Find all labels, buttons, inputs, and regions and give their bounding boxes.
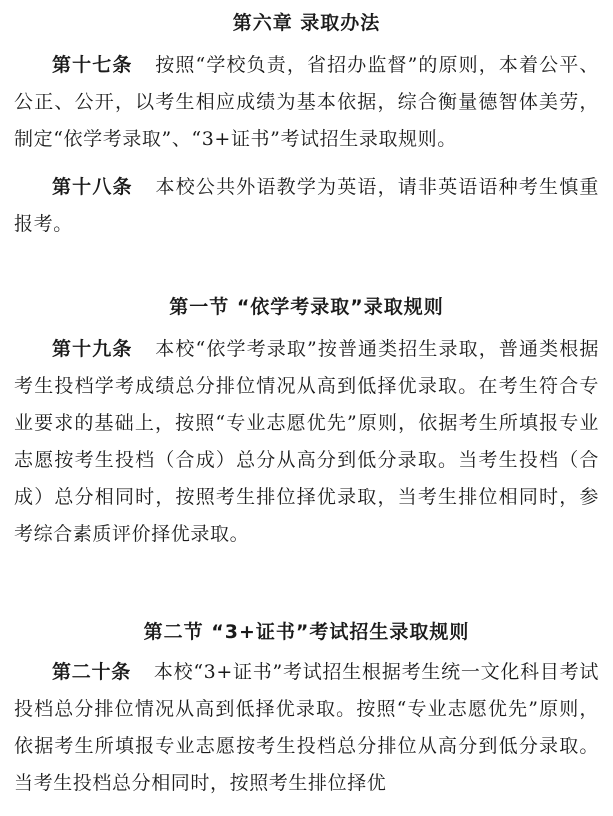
article-19-text: 本校“依学考录取”按普通类招生录取，普通类根据考生投档学考成绩总分排位情况从高到低择优录取。在考生符合专业要求的基础上，按照“专业志愿优先”原则，依据考生所填报专业志愿按考生投档（合成）总分从高分到低分录取。当考生投档（合成）总分相同时，按照考生排位择优录取，当考生排位相同时，参考综合素质评价择优录取。	[14, 338, 600, 545]
chapter-title: 第六章 录取办法	[232, 12, 381, 34]
article-19-label: 第十九条	[52, 338, 133, 360]
article-19	[14, 331, 599, 553]
section-2-title: 第二节 “3+证书”考试招生录取规则	[143, 621, 470, 643]
section-1-title: 第一节 “依学考录取”录取规则	[169, 296, 444, 318]
article-20-text: 本校“3+证书”考试招生根据考生统一文化科目考试投档总分排位情况从高到低择优录取。按照“专业志愿优先”原则，依据考生所填报专业志愿按考生投档总分排位从高分到低分录取。 当考生投档总分相同时，按照考生排位择优	[14, 661, 600, 794]
article-20	[14, 654, 599, 802]
article-17	[14, 47, 599, 158]
article-17-text: 按照“学校负责，省招办监督”的原则，本着公平、公正、公开，以考生相应成绩为基本依据，综合衡量德智体美劳，制定“依学考录取”、“3+证书”考试招生录取规则。	[14, 54, 600, 150]
article-18	[14, 169, 599, 243]
article-18-text: 本校公共外语教学为英语，请非英语语种考生慎重报考。	[14, 176, 600, 235]
article-18-label: 第十八条	[52, 176, 133, 198]
document-page	[14, 0, 599, 816]
article-20-label: 第二十条	[52, 661, 132, 683]
article-17-label: 第十七条	[52, 54, 133, 76]
